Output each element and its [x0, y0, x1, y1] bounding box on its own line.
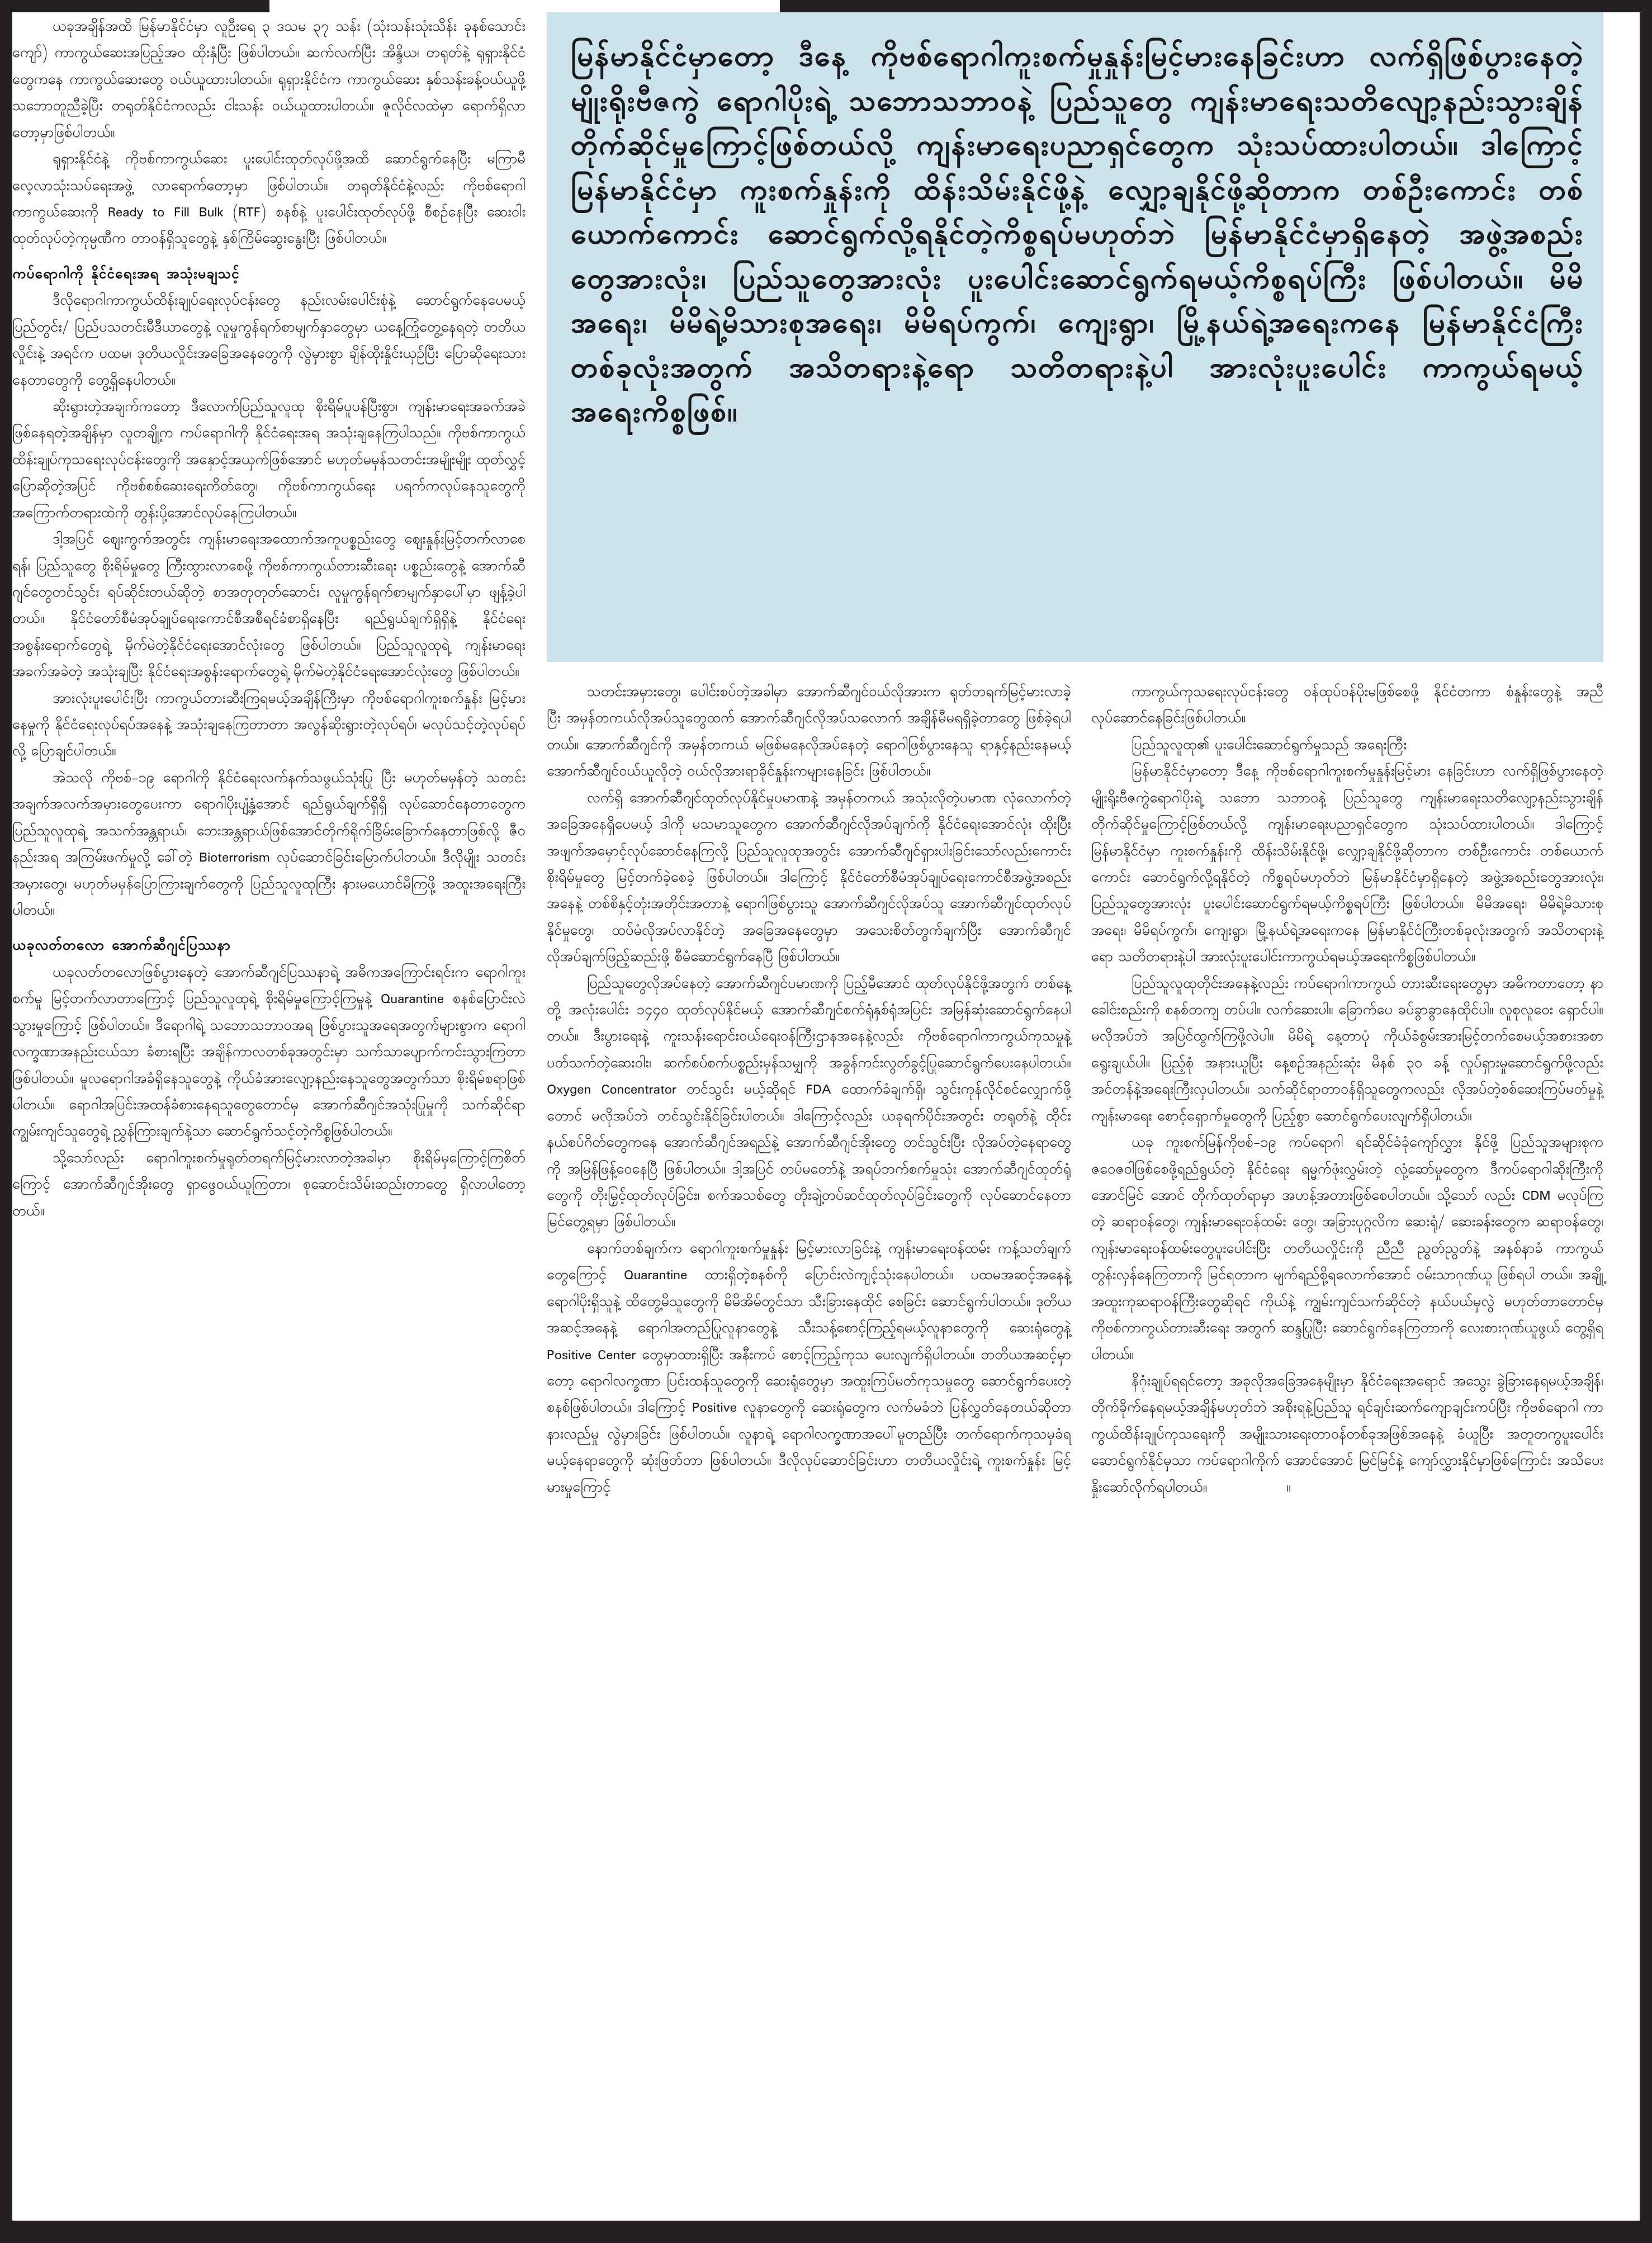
article-paragraph: ပြည်သူတွေလိုအပ်နေတဲ့ အောက်ဆီဂျင်ပမာဏကို ပြည့်မီအောင် ထုတ်လုပ်နိုင်ဖို့အတွက် တစ်နေ့တို့ အလုံးပေါင်း ၁၄၄၀ ထုတ်လုပ်နိုင်မယ့် အောက်ဆီဂျင်စက်ရုံနှစ်ရုံအပြင်း အမြန်ဆုံးဆောင်ရွက်နေပါတယ်။ ဒီးပွားရေးနဲ့ ကူးသန်းရောင်းဝယ်ရေးဝန်ကြီးဌာနအနေနဲ့လည်း ကိုဗစ်ရောဂါကာကွယ်ကုသမှုနဲ့ ပတ်သက်တဲ့ဆေးဝါး၊ ဆက်စပ်စက်ပစ္စည်းမှန်သမျှကို အခွန်ကင်းလွတ်ခွင့်ပြုဆောင်ရွက်ပေးနေပါတယ်။ Oxygen Concentrator တင်သွင်း မယ့်ဆိုရင် FDA ထောက်ခံချက်ရှိ၊ သွင်းကုန်လိုင်စင်လျှောက်ဖို့တောင် မလိုအပ်ဘဲ တင်သွင်းနိုင်ခြင်းပါတယ်။ ဒါကြောင့်လည်း ယခုရက်ပိုင်းအတွင်း တရုတ်နဲ့ ထိုင်းနယ်စပ်ဂိတ်တွေကနေ အောက်ဆီဂျင်အရည်နဲ့ အောက်ဆီဂျင်အိုးတွေ တင်သွင်းပြီး လိုအပ်တဲ့နေရာတွေကို အမြန်ဖြန့်ဝေနေပြီ ဖြစ်ပါတယ်။ ဒါ့အပြင် တပ်မတော်နဲ့ အရပ်ဘက်စက်မှုသုံး အောက်ဆီဂျင်ထုတ်ရုံတွေကို တိုးမြှင့်ထုတ်လုပ်ခြင်း၊ စက်အသစ်တွေ တိုးချဲ့တပ်ဆင်ထုတ်လုပ်ခြင်းတွေကို လုပ်ဆောင်နေတာ မြင်တွေ့ရမှာ ဖြစ်ပါတယ်။ — [547, 974, 1071, 1234]
article-paragraph: ပြည်သူလူထုတိုင်းအနေနဲ့လည်း ကပ်ရောဂါကာကွယ် တားဆီးရေးတွေမှာ အဓိကတာတော့ နာခေါင်းစည်းကို စနစ်တကျ တပ်ပါ။ လက်ဆေးပါ။ ခြောက်ပေ ခပ်ခွာခွာနေထိုင်ပါ။ လူစုလူဝေး ရှောင်ပါ။ မလိုအပ်ဘဲ အပြင်ထွက်ကြဖို့လဲပါ။ မိမိရဲ့ နေ့တာပုံ ကိုယ်ခံစွမ်းအားမြင့်တက်စေမယ့်အစားအစာ ရွေးချယ်ပါ။ ပြည့်စုံ အနားယူပြီး နေ့စဉ်အနည်းဆုံး မိနစ် ၃၀ ခန့် လှုပ်ရှားမှုဆောင်ရွက်ဖို့လည်း အင်တန်နဲ့အရေးကြီးလှပါတယ်။ သက်ဆိုင်ရာတာဝန်ရှိသူတွေကလည်း လိုအပ်တဲ့စစ်ဆေးကြပ်မတ်မှုနဲ့ ကျန်းမာရေး စောင့်ရှောက်မှုတွေကို ပြည့်စွာ ဆောင်ရွက်ပေးလျက်ရှိပါတယ်။ — [1091, 974, 1603, 1128]
article-paragraph: ဒီလိုရောဂါကာကွယ်ထိန်းချုပ်ရေးလုပ်ငန်းတွေ နည်းလမ်းပေါင်းစုံနဲ့ ဆောင်ရွက်နေပေမယ့် ပြည်တွင်း/ ပြည်ပသတင်းမီဒီယာတွေနဲ့ လူမှုကွန်ရက်စာမျက်နှာတွေမှာ ယနေ့ကြုံတွေ့နေရတဲ့ တတိယလှိုင်းနဲ့ အရင်က ပထမ၊ ဒုတိယလှိုင်းအခြေအနေတွေကို လွဲမှားစွာ ချိန်ထိုးနှိုင်းယှဉ်ပြီး ပြောဆိုရေးသားနေတာတွေကို တွေ့ရှိနေပါတယ်။ — [12, 291, 526, 392]
article-column-3 — [1091, 680, 1603, 1502]
page-frame-top-right-rule — [780, 0, 1652, 12]
article-paragraph: ယခု ကူးစက်မြန်ကိုဗစ်-၁၉ ကပ်ရောဂါ ရင်ဆိုင်ခံခုံကျော်လွှား နိုင်ဖို့ ပြည်သူအများစုက ဇဝေဇဝါဖြစ်စေဖို့ရည်ရွယ်တဲ့ နိုင်ငံရေး ရမ္မက်ဖုံးလွှမ်းတဲ့ လုံ့ဆော်မှုတွေက ဒီကပ်ရောဂါဆိုးကြီးကိုအောင်မြင် အောင် တိုက်ထုတ်ရာမှာ အဟန့်အတားဖြစ်စေပါတယ်။ သို့သော် လည်း CDM မလုပ်ကြတဲ့ ဆရာဝန်တွေ၊ ကျန်းမာရေးဝန်ထမ်း တွေ၊ အခြားပုဂ္ဂလိက ဆေးရုံ/ ဆေးခန်းတွေက ဆရာဝန်တွေ၊ ကျန်းမာရေးဝန်ထမ်းတွေပူးပေါင်းပြီး တတိယလှိုင်းကို ညီညီ ညွတ်ညွတ်နဲ့ အနစ်နာခံ ကာကွယ်တွန်းလှန်နေကြတာကို မြင်ရတာက မျက်ရည်စို့ရလောက်အောင် ဝမ်းသာဂုဏ်ယူ ဖြစ်ရပါ တယ်။ အချို့အထူးကုဆရာဝန်ကြီးတွေဆိုရင် ကိုယ်နဲ့ ကျွမ်းကျင်သက်ဆိုင်တဲ့ နယ်ပယ်မှလွဲ မဟုတ်တာတောင်မှ ကိုဗစ်ကာကွယ်တားဆီးရေး အတွက် ဆန္ဒပြုပြီး ဆောင်ရွက်နေကြတာကို လေးစားဂုဏ်ယူဖွယ် တွေ့ရှိရပါတယ်။ — [1091, 1133, 1603, 1366]
article-paragraph: သတင်းအမှားတွေ၊ ပေါင်းစပ်တဲ့အခါမှာ အောက်ဆီဂျင်ဝယ်လိုအားက ရုတ်တရက်မြင့်မားလာခဲ့ပြီး အမှန်တကယ်လိုအပ်သူတွေထက် အောက်ဆီဂျင်လိုအပ်သလောက် အချိန်မီမရရှိခဲ့တာတွေ ဖြစ်ခဲ့ရပါတယ်။ အောက်ဆီဂျင်ကို အမှန်တကယ် မဖြစ်မနေလိုအပ်နေတဲ့ ရောဂါဖြစ်ပွားနေသူ ရာနှင့်နည်းနေမယ့် အောက်ဆီဂျင်ဝယ်ယူလိုတဲ့ ဝယ်လိုအားရာခိုင်နှုန်းကများနေခြင်း ဖြစ်ပါတယ်။ — [547, 683, 1071, 783]
article-paragraph: မြန်မာနိုင်ငံမှာတော့ ဒီနေ့ ကိုဗစ်ရောဂါကူးစက်မှုနှုန်းမြင့်မား နေခြင်းဟာ လက်ရှိဖြစ်ပွားနေတဲ့ မျိုးရိုးဗီဇကွဲရောဂါပိုးရဲ့ သဘော သဘာဝနဲ့ ပြည်သူတွေ ကျန်းမာရေးသတိလျော့နည်းသွားချိန် တိုက်ဆိုင်မှုကြောင့်ဖြစ်တယ်လို့ ကျန်းမာရေးပညာရှင်တွေက သုံးသပ်ထားပါတယ်။ ဒါကြောင့် မြန်မာနိုင်ငံမှာ ကူးစက်နှုန်းကို ထိန်းသိမ်းနိုင်ဖို့၊ လျှော့ချနိုင်ဖို့ဆိုတာက တစ်ဦးကောင်း တစ်ယောက်ကောင်း ဆောင်ရွက်လို့ရနိုင်တဲ့ ကိစ္စရပ်မဟုတ်ဘဲ မြန်မာနိုင်ငံမှာရှိနေတဲ့ အဖွဲ့အစည်းတွေအားလုံး၊ ပြည်သူတွေအားလုံး ပူးပေါင်းဆောင်ရွက်ရမယ့်ကိစ္စရပ်ကြီး ဖြစ်ပါတယ်။ မိမိအရေး၊ မိမိရဲ့မိသားစုအရေး၊ မိမိရပ်ကွက်၊ ကျေးရွာ၊ မြို့နယ်ရဲ့အရေးကနေ မြန်မာနိုင်ငံကြီးတစ်ခုလုံးအတွက် အသိတရားနဲ့ရော သတိတရားနဲ့ပါ အားလုံးပူးပေါင်းကာကွယ်ရမယ့်အရေးကိစ္စဖြစ်ပါတယ်။ — [1091, 762, 1603, 969]
page-frame-right-rule — [1640, 0, 1652, 2221]
article-paragraph: လက်ရှိ အောက်ဆီဂျင်ထုတ်လုပ်နိုင်မှုပမာဏနဲ့ အမှန်တကယ် အသုံးလိုတဲ့ပမာဏ လုံလောက်တဲ့အခြေအနေရှိပေမယ့် ဒါကို မသမာသူတွေက အောက်ဆီဂျင်လိုအပ်ချက်ကို နိုင်ငံရေးအောင်လုံး ထိုးပြီး အဖျက်အမှောင့်လုပ်ဆောင်နေကြလို့ ပြည်သူလူထုအတွင်း အောက်ဆီဂျင်ရှားပါးခြင်းသော်လည်းကောင်း စိုးရိမ်မှုတွေ မြင့်တက်ခဲ့စေခဲ့ ဖြစ်ပါတယ်။ ဒါကြောင့် နိုင်ငံတော်စီမံအုပ်ချုပ်ရေးကောင်စီအဖွဲ့အစည်းအနေနဲ့ တစ်စိနှင့်တုံးအတိုင်းအတာနဲ့ ရောဂါဖြစ်ပွားသူ အောက်ဆီဂျင်လိုအပ်သူ အောက်ဆီဂျင်ထုတ်လုပ်နိုင်မှုတွေ၊ ထပ်မံလိုအပ်လာနိုင်တဲ့ အခြေအနေတွေမှာ အသေးစိတ်တွက်ချက်ပြီး အောက်ဆီဂျင်လိုအပ်ချက်ဖြည့်ဆည်းဖို့ စီမံဆောင်ရွက်နေပြီ ဖြစ်ပါတယ်။ — [547, 788, 1071, 969]
pullquote-text: မြန်မာနိုင်ငံမှာတော့ ဒီနေ့ ကိုဗစ်ရောဂါကူးစက်မှုနှုန်းမြင့်မားနေခြင်းဟာ လက်ရှိဖြစ်ပွားနေတဲ့ မျိုးရိုးဗီဇကွဲ ရောဂါပိုးရဲ့ သဘောသဘာဝနဲ့ ပြည်သူတွေ ကျန်းမာရေးသတိလျော့နည်းသွားချိန် တိုက်ဆိုင်မှုကြောင့်ဖြစ်တယ်လို့ ကျန်းမာရေးပညာရှင်တွေက သုံးသပ်ထားပါတယ်။ ဒါကြောင့် မြန်မာနိုင်ငံမှာ ကူးစက်နှုန်းကို ထိန်းသိမ်းနိုင်ဖို့နဲ့ လျှော့ချနိုင်ဖို့ဆိုတာက တစ်ဦးကောင်း တစ်ယောက်ကောင်း ဆောင်ရွက်လို့ရနိုင်တဲ့ကိစ္စရပ်မဟုတ်ဘဲ မြန်မာနိုင်ငံမှာရှိနေတဲ့ အဖွဲ့အစည်းတွေအားလုံး၊ ပြည်သူတွေအားလုံး ပူးပေါင်းဆောင်ရွက်ရမယ့်ကိစ္စရပ်ကြီး ဖြစ်ပါတယ်။ မိမိအရေး၊ မိမိရဲ့မိသားစုအရေး၊ မိမိရပ်ကွက်၊ ကျေးရွာ၊ မြို့နယ်ရဲ့အရေးကနေ မြန်မာနိုင်ငံကြီးတစ်ခုလုံးအတွက် အသိတရားနဲ့ရော သတိတရားနဲ့ပါ အားလုံးပူးပေါင်း ကာကွယ်ရမယ့် အရေးကိစ္စဖြစ်။ — [570, 37, 1583, 436]
article-paragraph: ယခုအချိန်အထိ မြန်မာနိုင်ငံမှာ လူဦးရေ ၃ ဒသမ ၃၇ သန်း (သုံးသန်းသုံးသိန်း ခုနစ်သောင်းကျော်) ကာကွယ်ဆေးအပြည့်အဝ ထိုးနှံပြီး ဖြစ်ပါတယ်။ ဆက်လက်ပြီး အိန္ဒိယ၊ တရုတ်နဲ့ ရုရှားနိုင်ငံတွေကနေ ကာကွယ်ဆေးတွေ ဝယ်ယူထားပါတယ်။ ရုရှားနိုင်ငံက ကာကွယ်ဆေး နှစ်သန်းခန့်ဝယ်ယူဖို့သဘောတူညီခဲ့ပြီး တရုတ်နိုင်ငံကလည်း ငါးသန်း ဝယ်ယူထားပါတယ်။ ဇူလိုင်လထဲမှာ ရောက်ရှိလာတော့မှာဖြစ်ပါတယ်။ — [12, 17, 526, 144]
article-paragraph: သို့သော်လည်း ရောဂါကူးစက်မှုရုတ်တရက်မြင့်မားလာတဲ့အခါမှာ စိုးရိမ်မှကြောင့်ကြစိတ်ကြောင့် အောက်ဆီဂျင်အိုးတွေ ရှာဖွေဝယ်ယူကြတာ၊ စုဆောင်းသိမ်းဆည်းတာတွေ ရှိလာပါတော့တယ်။ — [12, 1148, 526, 1223]
article-paragraph: ကာကွယ်ကုသရေးလုပ်ငန်းတွေ ဝန်ထုပ်ဝန်ပိုးမဖြစ်စေဖို့ နိုင်ငံတကာ စံနှုန်းတွေနဲ့ အညီ လုပ်ဆောင်နေခြင်းဖြစ်ပါတယ်။ — [1091, 683, 1603, 730]
article-paragraph: အားလုံးပူးပေါင်းပြီး ကာကွယ်တားဆီးကြရမယ့်အချိန်ကြီးမှာ ကိုဗစ်ရောဂါကူးစက်နှုန်း မြင့်မားနေမှုကို နိုင်ငံရေးလုပ်ရပ်အနေနဲ့ အသုံးချနေကြတာတာ အလွန်ဆိုးရွားတဲ့လုပ်ရပ်၊ မလုပ်သင့်တဲ့လုပ်ရပ်လို့ ပြောချင်ပါတယ်။ — [12, 689, 526, 763]
article-paragraph: ဆိုးရွားတဲ့အချက်ကတော့ ဒီလောက်ပြည်သူလူထု စိုးရိမ်ပူပန်ပြီးစွာ၊ ကျန်းမာရေးအခက်အခဲဖြစ်နေရတဲ့အချိန်မှာ လူတချို့က ကပ်ရောဂါကို နိုင်ငံရေးအရ အသုံးချနေကြပါသည်။ ကိုဗစ်ကာကွယ် ထိန်းချုပ်ကုသရေးလုပ်ငန်းတွေကို အနှောင့်အယှက်ဖြစ်အောင် မဟုတ်မမှန်သတင်းအမျိုးမျိုး ထုတ်လွှင့်ပြောဆိုတဲ့အပြင် ကိုဗစ်စစ်ဆေးရေးကိတ်တွေ၊ ကိုဗစ်ကာကွယ်ရေး ပရက်ကလုပ်နေသူတွေကို အကြောက်တရားထဲကို တွန်းပို့အောင်လုပ်နေကြပါတယ်။ — [12, 397, 526, 524]
article-end-mark: ။ — [1286, 1478, 1291, 1499]
page-frame-top-left-rule — [0, 0, 269, 12]
article-column-1 — [12, 15, 526, 1225]
article-paragraph: နိဂုံးချုပ်ရရင်တော့ အခုလိုအခြေအနေမျိုးမှာ နိုင်ငံရေးအရောင် အသွေး ခွဲခြားနေရမယ့်အချိန်၊ တိုက်ခိုက်နေရမယ့်အချိန်မဟုတ်ဘဲ အစိုးရနဲ့ပြည်သူ ရင်ချင်းဆက်ကျောချင်းကပ်ပြီး ကိုဗစ်ရောဂါ ကာကွယ်ထိန်းချုပ်ကုသရေးကို အမျိုးသားရေးတာဝန်တစ်ခုအဖြစ်အနေနဲ့ ခံယူပြီး အတူတကွပူးပေါင်းဆောင်ရွက်နိုင်မှသာ ကပ်ရောဂါကိုက် အောင်အောင် မြင်မြင်နဲ့ ကျော်လွှားနိုင်မှာဖြစ်ကြောင်း အသိပေး နှိုးဆော်လိုက်ရပါတယ်။ ။ — [1091, 1369, 1603, 1502]
section-heading: ယခုလတ်တလော အောက်ဆီဂျင်ပြဿနာ — [12, 935, 231, 958]
article-paragraph: အဲသလို ကိုဗစ်-၁၉ ရောဂါကို နိုင်ငံရေးလက်နက်သဖွယ်သုံးပြု ပြီး မဟုတ်မမှန်တဲ့ သတင်းအချက်အလက်အမှားတွေပေးကာ ရောဂါပိုးပျံ့နှံ့အောင် ရည်ရွယ်ချက်ရှိရှိ လုပ်ဆောင်နေတာတွေက ပြည်သူလူထုရဲ့ အသက်အန္တရာယ်၊ ဘေးအန္တရာယ်ဖြစ်အောင်တိုက်ရိုက်ခြိမ်းခြောက်နေတာဖြစ်လို့ ဇီဝနည်းအရ အကြမ်းဖက်မှုလို့ ခေါ်တဲ့ Bioterrorism လုပ်ဆောင်ခြင်းမြောက်ပါတယ်။ ဒီလိုမျိုး သတင်းအမှားတွေ၊ မဟုတ်မမှန်ပြောကြားချက်တွေကို ပြည်သူလူထုကြီး နားမယောင်မိကြဖို့ အထူးအရေးကြီးပါတယ်။ — [12, 768, 526, 922]
page-frame-left-rule — [0, 0, 12, 2221]
article-column-2 — [547, 680, 1071, 1502]
article-paragraph: ယခုလတ်တလောဖြစ်ပွားနေတဲ့ အောက်ဆီဂျင်ပြဿနာရဲ့ အဓိကအကြောင်းရင်းက ရောဂါကူးစက်မှု မြင့်တက်လာတာကြောင့် ပြည်သူလူထုရဲ့ စိုးရိမ်မှုကြောင့်ကြမှုနဲ့ Quarantine စနစ်ပြောင်းလဲ သွားမှုကြောင့် ဖြစ်ပါတယ်။ ဒီရောဂါရဲ့ သဘောသဘာဝအရ ဖြစ်ပွားသူအရေအတွက်များစွာက ရောဂါလက္ခဏာအနည်းငယ်သာ ခံစားရပြီး အချိန်ကာလတစ်ခုအတွင်းမှာ သက်သာပျောက်ကင်းသွားကြတာဖြစ်ပါတယ်။ မူလရောဂါအခံရှိနေသူတွေနဲ့ ကိုယ်ခံအားလျော့နည်းနေသူတွေအတွက်သာ စိုးရိမ်စရာဖြစ်ပါတယ်။ ရောဂါအပြင်းအထန်ခံစားနေရသူတွေတောင်မှ အောက်ဆီဂျင်အသုံးပြုမှုကို သက်ဆိုင်ရာ ကျွမ်းကျင်သူတွေရဲ့ ညွှန်ကြားချက်နဲ့သာ ဆောင်ရွက်သင့်တဲ့ကိစ္စဖြစ်ပါတယ်။ — [12, 963, 526, 1143]
section-heading: ကပ်ရောဂါကို နိုင်ငံရေးအရ အသုံးမချသင့် — [12, 263, 240, 286]
article-paragraph: ရုရှားနိုင်ငံနဲ့ ကိုဗစ်ကာကွယ်ဆေး ပူးပေါင်းထုတ်လုပ်ဖို့အထိ ဆောင်ရွက်နေပြီး မကြာမီ လေ့လာသုံးသပ်ရေးအဖွဲ့ လာရောက်တော့မှာ ဖြစ်ပါတယ်။ တရုတ်နိုင်ငံနဲ့လည်း ကိုဗစ်ရောဂါကာကွယ်ဆေးကို Ready to Fill Bulk (RTF) စနစ်နဲ့ ပူးပေါင်းထုတ်လုပ်ဖို့ စီစဉ်နေပြီး ဆေးဝါးထုတ်လုပ်တဲ့ကုမ္ပဏီက တာဝန်ရှိသူတွေနဲ့ နှစ်ကြိမ်ဆွေးနွေးပြီး ဖြစ်ပါတယ်။ — [12, 150, 526, 250]
article-paragraph: ပြည်သူလူထု၏ ပူးပေါင်းဆောင်ရွက်မှုသည် အရေးကြီး — [1132, 735, 1407, 756]
article-paragraph: ဒါ့အပြင် ဈေးကွက်အတွင်း ကျန်းမာရေးအထောက်အကူပစ္စည်းတွေ ဈေးနှုန်းမြင့်တက်လာစေရန်၊ ပြည်သူတွေ စိုးရိမ်မှုတွေ ကြီးထွားလာစေဖို့ ကိုဗစ်ကာကွယ်တားဆီးရေး ပစ္စည်းတွေနဲ့ အောက်ဆီဂျင်တွေတင်သွင်း ရပ်ဆိုင်းတယ်ဆိုတဲ့ စာအတုတုတ်ဆောင်း လူမှုကွန်ရက်စာမျက်နှာပေါ်မှာ ဖျန့်ခဲ့ပါတယ်။ နိုင်ငံတော်စီမံအုပ်ချုပ်ရေးကောင်စီအစီရင်ခံစာရှိနေပြီး ရည်ရွယ်ချက်ရှိရှိနဲ့ နိုင်ငံရေးအစွန်းရောက်တွေရဲ့ မိုက်မဲတဲ့နိုင်ငံရေးအောင်လုံးတွေ ဖြစ်ပါတယ်။ ပြည်သူလူထုရဲ့ ကျန်းမာရေးအခက်အခဲတဲ့ အသုံးချပြီး နိုင်ငံရေးအစွန်းရောက်တွေရဲ့ မိုက်မဲတဲ့နိုင်ငံရေးအောင်လုံးတွေ ဖြစ်ပါတယ်။ — [12, 530, 526, 684]
article-paragraph: နောက်တစ်ချက်က ရောဂါကူးစက်မှုနှုန်း မြင့်မားလာခြင်းနဲ့ ကျန်းမာရေးဝန်ထမ်း ကန့်သတ်ချက်တွေကြောင့် Quarantine ထားရှိတဲ့စနစ်ကို ပြောင်းလဲကျင့်သုံးနေပါတယ်။ ပထမအဆင့်အနေနဲ့ ရောဂါပိုးရှိသူနဲ့ ထိတွေ့မိသူတွေကို မိမိအိမ်တွင်သာ သီးခြားနေထိုင် စေခြင်း ဆောင်ရွက်ပါတယ်။ ဒုတိယအဆင့်အနေနဲ့ ရောဂါအတည်ပြုလူနာတွေနဲ့ သီးသန့်စောင့်ကြည့်ရမယ့်လူနာတွေကို ဆေးရုံတွေနဲ့ Positive Center တွေမှာထားရှိပြီး အနီးကပ် စောင့်ကြည့်ကုသ ပေးလျက်ရှိပါတယ်။ တတိယအဆင့်မှာတော့ ရောဂါလက္ခဏာ ပြင်းထန်သူတွေကို ဆေးရုံတွေမှာ အထူးကြပ်မတ်ကုသမှုတွေ ဆောင်ရွက်ပေးတဲ့စနစ်ဖြစ်ပါတယ်။ ဒါကြောင့် Positive လူနာတွေကို ဆေးရုံတွေက လက်မခံဘဲ ပြန်လွှတ်နေတယ်ဆိုတာ နားလည်မှု လွဲမှားခြင်း ဖြစ်ပါတယ်။ လူနာရဲ့ ရောဂါလက္ခဏာအပေါ်မူတည်ပြီး တက်ရောက်ကုသမှခံရမယ့်နေရာတွေကို ဆုံးဖြတ်တာ ဖြစ်ပါတယ်။ ဒီလိုလုပ်ဆောင်ခြင်းဟာ တတိယလှိုင်းရဲ့ ကူးစက်နှုန်း မြင့်မားမှုကြောင့် — [547, 1239, 1071, 1499]
page-frame-bottom-rule — [0, 2221, 1652, 2243]
pullquote-box — [547, 12, 1603, 662]
